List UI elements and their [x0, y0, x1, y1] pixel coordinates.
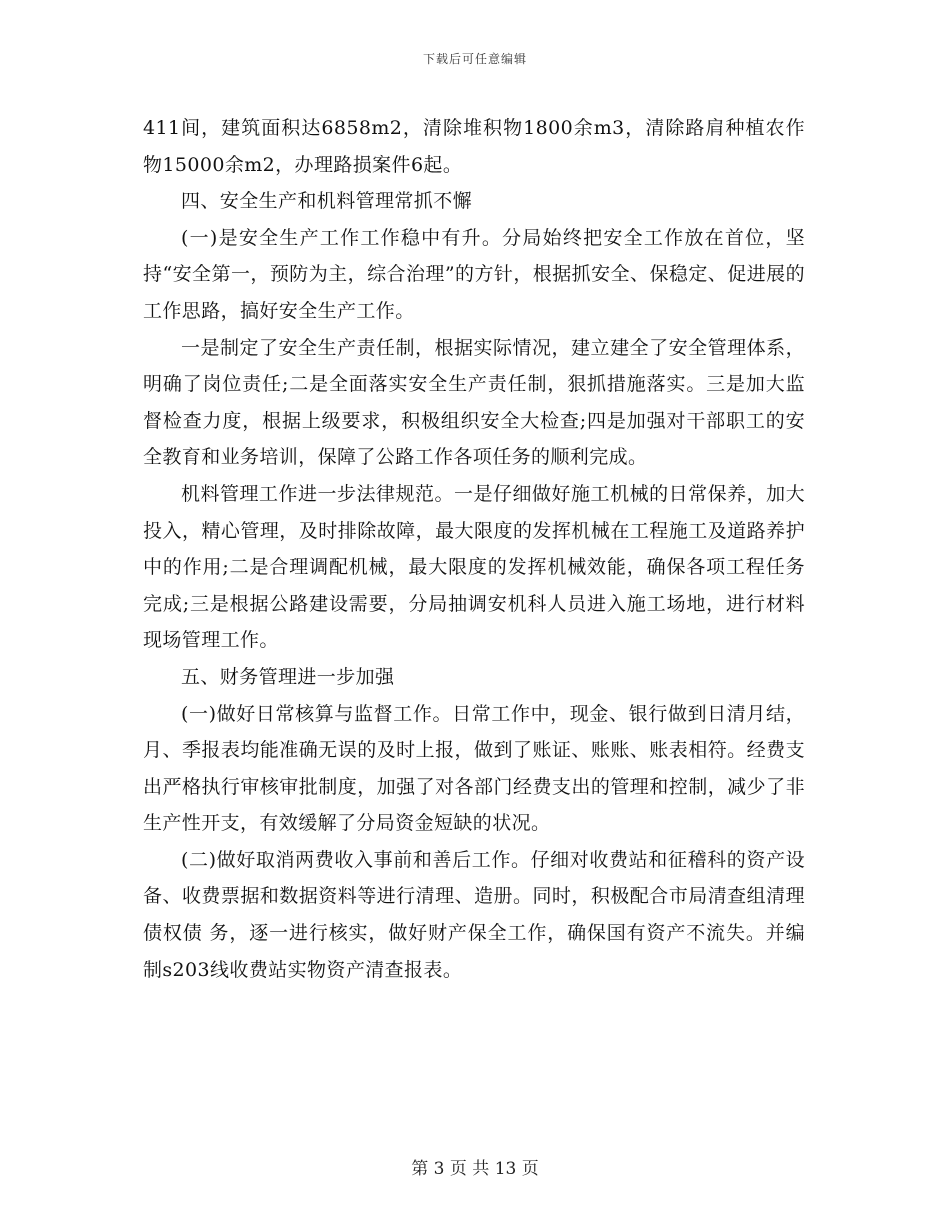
section-heading-4: 四、安全生产和机料管理常抓不懈: [181, 190, 473, 213]
paragraph-accounting-supervision: (一)做好日常核算与监督工作。日常工作中，现金、银行做到日清月结，月、季报表均能准确无误的及时上报，做到了账证、账账、账表相符。经费支出严格执行审核审批制度，加强了对各部门经费支出的管理和控制，减少了非生产性开支，有效缓解了分局资金短缺的状况。: [143, 702, 805, 835]
page-number-footer: 第 3 页 共 13 页: [411, 1159, 539, 1179]
document-body: [143, 110, 805, 988]
page-header: 下载后可任意编辑: [422, 52, 527, 66]
paragraph-fee-cancellation: (二)做好取消两费收入事前和善后工作。仔细对收费站和征稽科的资产设备、收费票据和数据资料等进行清理、造册。同时，积极配合市局清查组清理债权债 务，逐一进行核实，做好财产保全工作，确保国有资产不流失。并编制s203线收费站实物资产清查报表。: [143, 848, 805, 981]
paragraph-machinery-management: 机料管理工作进一步法律规范。一是仔细做好施工机械的日常保养，加大投入，精心管理，及时排除故障，最大限度的发挥机械在工程施工及道路养护中的作用;二是合理调配机械，最大限度的发挥机械效能，确保各项工程任务完成;三是根据公路建设需要，分局抽调安机科人员进入施工场地，进行材料现场管理工作。: [143, 482, 805, 652]
section-heading-5: 五、财务管理进一步加强: [181, 665, 395, 688]
paragraph-1: 411间，建筑面积达6858m2，清除堆积物1800余m3，清除路肩种植农作物15000余m2，办理路损案件6起。: [143, 117, 805, 176]
paragraph-safety-measures: 一是制定了安全生产责任制，根据实际情况，建立建全了安全管理体系，明确了岗位责任;二是全面落实安全生产责任制，狠抓措施落实。三是加大监督检查力度，根据上级要求，积极组织安全大检查;四是加强对干部职工的安全教育和业务培训，保障了公路工作各项任务的顺利完成。: [143, 336, 805, 469]
paragraph-safety-production: (一)是安全生产工作工作稳中有升。分局始终把安全工作放在首位，坚持“安全第一，预防为主，综合治理”的方针，根据抓安全、保稳定、促进展的工作思路，搞好安全生产工作。: [143, 226, 805, 322]
